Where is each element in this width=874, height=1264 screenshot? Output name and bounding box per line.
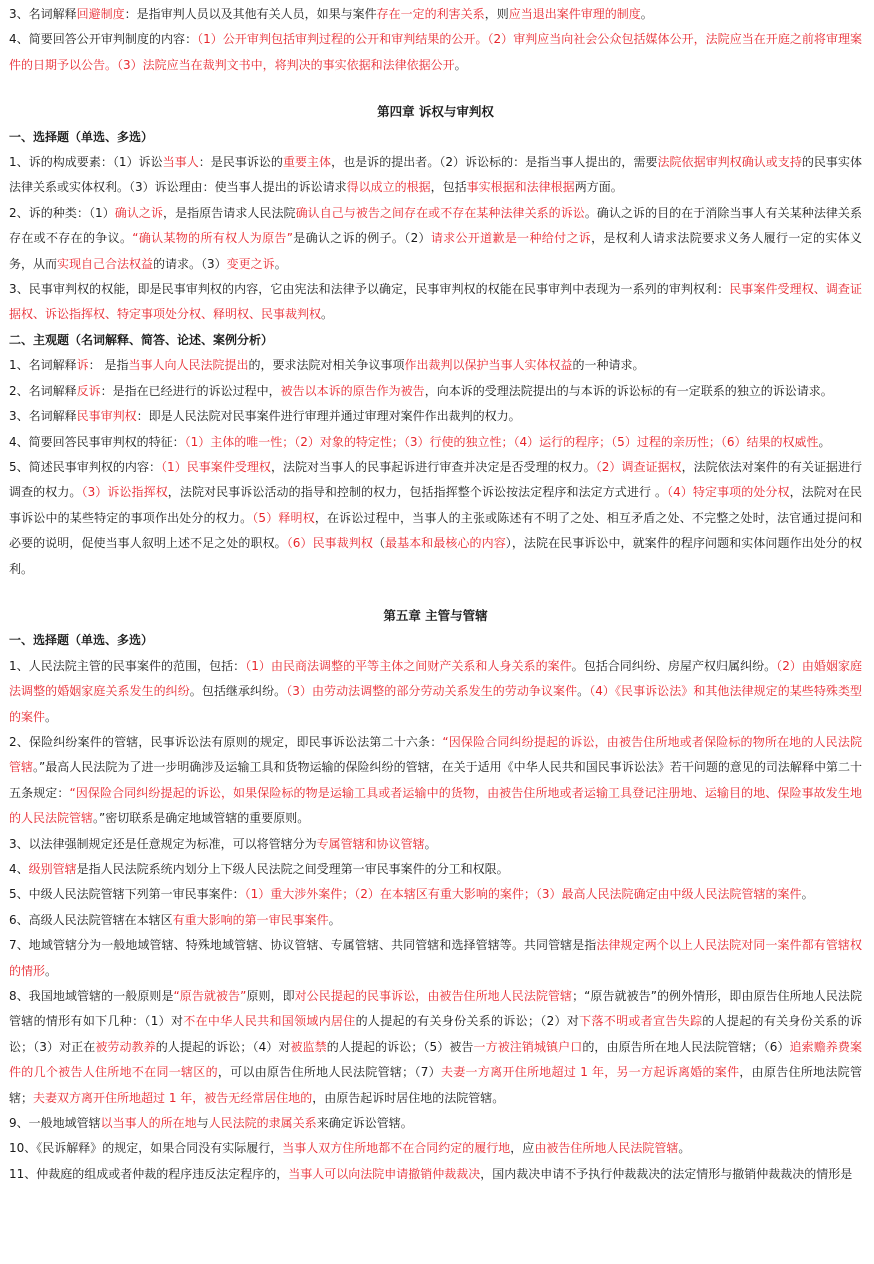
highlighted-text: 得以成立的根据	[346, 180, 431, 195]
text-run: ，可以由原告住所地人民法院管辖；（7）	[217, 1065, 441, 1080]
paragraph	[9, 353, 862, 378]
highlighted-text: 不在中华人民共和国领域内居住	[183, 1014, 356, 1029]
text-run: 与	[196, 1116, 209, 1131]
paragraph	[9, 379, 862, 404]
highlighted-text: 民事审判权	[76, 409, 137, 424]
text-run: 的人提起的有关身份关系的诉讼；（3）对正在	[9, 1014, 862, 1054]
text-run: 。	[801, 887, 814, 902]
text-run: 。	[818, 434, 831, 449]
highlighted-text: 夫妻一方离开住所地超过 1 年，另一方起诉离婚的案件	[440, 1065, 740, 1080]
text-run: ，法院对民事诉讼活动的指导和控制的权力，包括指挥整个诉讼按法定程序和法定方式进行 。	[167, 485, 668, 500]
text-run: 6、高级人民法院管辖在本辖区	[9, 912, 173, 927]
text-run: ，国内裁决申请不予执行仲裁裁决的法定情形与撤销仲裁裁决的情形是	[480, 1166, 853, 1181]
paragraph	[9, 832, 862, 857]
highlighted-text: 对公民提起的民事诉讼，由被告住所地人民法院管辖	[294, 989, 573, 1004]
highlighted-text: 回避制度	[76, 7, 125, 21]
highlighted-text: 由被告住所地人民法院管辖	[534, 1141, 679, 1156]
text-run: 2、保险纠纷案件的管辖，民事诉讼法有原则的规定，即民事诉讼法第二十六条：	[9, 734, 443, 749]
section-heading	[9, 328, 862, 353]
highlighted-text: 作出裁判以保护当事人实体权益	[404, 358, 573, 373]
section-heading	[9, 125, 862, 150]
text-run: 的一种请求。	[572, 358, 645, 373]
paragraph	[9, 430, 862, 455]
text-run: ），法院在民事诉讼中，就案件的程序问题和实体问题作出处分的权利。	[9, 536, 862, 576]
highlighted-text: 被告以本诉的原告作为被告	[280, 383, 425, 398]
paragraph	[9, 201, 862, 277]
text-run: 的，由原告所在地人民法院管辖；（6）	[582, 1039, 790, 1054]
text-run: 的，要求法院对相关争议事项	[248, 358, 405, 373]
paragraph	[9, 857, 862, 882]
text-run: 。	[45, 963, 58, 978]
text-run: 的人提起的有关身份关系的诉讼；（2）对	[355, 1014, 580, 1029]
text-run: ，则	[484, 7, 509, 21]
section-spacer	[9, 78, 862, 99]
highlighted-text: 确认自己与被告之间存在或不存在某种法律关系的诉讼	[295, 205, 585, 220]
text-run: 5、中级人民法院管辖下列第一审民事案件：	[9, 887, 245, 902]
text-run: （	[372, 536, 386, 551]
highlighted-text: “因保险合同纠纷提起的诉讼，由被告住所地或者保险标的物所在地的人民法院管辖	[9, 734, 862, 775]
text-run: 7、地域管辖分为一般地域管辖、特殊地域管辖、协议管辖、专属管辖、共同管辖和选择管辖等。共同管辖是指	[9, 938, 597, 953]
paragraph	[9, 933, 862, 984]
highlighted-text: （1）民事案件受理权	[161, 459, 271, 474]
text-run: 8、我国地域管辖的一般原则是	[9, 989, 174, 1004]
text-run: 的人提起的诉讼；（5）被告	[326, 1039, 474, 1054]
highlighted-text: （6）民事裁判权	[286, 536, 373, 551]
paragraph	[9, 730, 862, 832]
text-run: 。	[424, 836, 437, 851]
text-run: 。	[454, 57, 467, 72]
text-run: ，向本诉的受理法院提出的与本诉的诉讼标的有一定联系的独立的诉讼请求。	[424, 383, 833, 398]
text-run: 1、人民法院主管的民事案件的范围，包括：	[9, 658, 246, 673]
highlighted-text: 重要主体	[282, 155, 332, 170]
text-run: 1、诉的构成要素：（1）诉讼	[9, 155, 163, 170]
text-run: 11、仲裁庭的组成或者仲裁的程序违反法定程序的，	[9, 1166, 289, 1181]
text-run: 1、名词解释	[9, 358, 77, 373]
chapter-title	[9, 603, 862, 628]
highlighted-text: 当事人双方住所地都不在合同约定的履行地	[282, 1141, 511, 1156]
text-run: 3、民事审判权的权能，即是民事审判权的内容，它由宪法和法律予以确定，民事审判权的权能在民事审判中表现为一系列的审判权利：	[9, 282, 730, 297]
highlighted-text: 有重大影响的第一审民事案件	[172, 912, 329, 927]
paragraph	[9, 277, 862, 328]
highlighted-text: 下落不明或者宣告失踪	[579, 1014, 703, 1029]
text-run: ，法院依法对案件的有关证据进行调查的权力。	[9, 459, 862, 500]
text-run: 。包括继承纠纷。	[189, 684, 287, 699]
text-run: 第五章 主管与管辖	[383, 607, 488, 623]
text-run: 是指人民法院系统内划分上下级人民法院之间受理第一审民事案件的分工和权限。	[76, 862, 509, 876]
text-run: 3、以法律强制规定还是任意规定为标准，可以将管辖分为	[9, 836, 317, 851]
chapter-title	[9, 99, 862, 124]
text-run: 5、简述民事审判权的内容：	[9, 459, 162, 474]
paragraph	[9, 1136, 862, 1161]
text-run: ，应	[510, 1141, 535, 1156]
text-run: ，由原告住所地法院管辖；	[9, 1065, 862, 1105]
paragraph	[9, 404, 862, 429]
text-run: 4、	[9, 862, 29, 876]
highlighted-text: 以当事人的所在地	[100, 1116, 197, 1131]
highlighted-text: 实现自己合法权益	[57, 256, 154, 271]
paragraph	[9, 455, 862, 582]
text-run: ：是指审判人员以及其他有关人员，如果与案件	[124, 7, 377, 21]
text-run: 原则，即	[246, 989, 295, 1004]
text-run: 第四章 诉权与审判权	[377, 104, 494, 120]
text-run: 。	[328, 912, 341, 927]
text-run: ，是权利人请求法院要求义务人履行一定的实体义务，从而	[9, 231, 862, 271]
text-run: 。	[45, 709, 58, 724]
highlighted-text: 人民法院的隶属关系	[208, 1116, 317, 1131]
text-run: 。包括合同纠纷、房屋产权归属纠纷。	[571, 658, 777, 673]
text-run: 的请求。（3）	[153, 256, 227, 271]
text-run: ，也是诉的提出者。（2）诉讼标的：是指当事人提出的，需要	[331, 155, 658, 170]
highlighted-text: 民事案件受理权、调查证据权、诉讼指挥权、特定事项处分权、释明权、民事裁判权	[9, 282, 862, 322]
paragraph	[9, 2, 862, 27]
highlighted-text: （4）特定事项的处分权	[667, 485, 790, 500]
paragraph	[9, 984, 862, 1111]
highlighted-text: （5）释明权	[252, 510, 315, 525]
highlighted-text: 被监禁	[290, 1039, 327, 1054]
paragraph	[9, 27, 862, 78]
text-run: 一、选择题（单选、多选）	[9, 633, 154, 648]
text-run: 10、《民诉解释》的规定，如果合同没有实际履行，	[9, 1141, 283, 1156]
text-run: 是确认之诉的例子。（2）	[292, 231, 431, 246]
highlighted-text: （1）重大涉外案件；（2）在本辖区有重大影响的案件；（3）最高人民法院确定由中级人民法院管辖的案件	[244, 887, 802, 902]
highlighted-text: 当事人	[162, 155, 199, 170]
text-run: 来确定诉讼管辖。	[316, 1116, 413, 1131]
highlighted-text: 最基本和最核心的内容	[385, 536, 506, 551]
text-run: ，由原告起诉时居住地的法院管辖。	[312, 1090, 505, 1105]
text-run: 。”最高人民法院为了进一步明确涉及运输工具和货物运输的保险纠纷的管辖，在关于适用《中华人民共和国民事诉讼法》若干问题的意见的司法解释中第二十五条规定：	[9, 760, 862, 800]
text-run: 两方面。	[574, 180, 623, 195]
text-run: 9、一般地域管辖	[9, 1116, 101, 1131]
highlighted-text: 一方被注销城镇户口	[473, 1039, 583, 1054]
text-run: 2、诉的种类：（1）	[9, 205, 115, 220]
highlighted-text: 存在一定的利害关系	[376, 7, 485, 21]
text-run: ：是指在已经进行的诉讼过程中，	[100, 383, 281, 398]
highlighted-text: 请求公开道歉是一种给付之诉	[430, 231, 592, 246]
highlighted-text: 确认之诉	[114, 205, 164, 220]
paragraph	[9, 1162, 862, 1187]
text-run: 3、名词解释	[9, 7, 77, 21]
text-run: 一、选择题（单选、多选）	[9, 129, 154, 144]
highlighted-text: 事实根据和法律根据	[466, 180, 575, 195]
highlighted-text: （1）由民商法调整的平等主体之间财产关系和人身关系的案件	[245, 658, 572, 673]
section-heading	[9, 628, 862, 653]
text-run: 。	[640, 7, 653, 21]
text-run: 。确认之诉的目的在于消除当事人有关某种法律关系存在或不存在的争议。	[9, 205, 862, 246]
highlighted-text: 夫妻双方离开住所地超过 1 年，被告无经常居住地的	[33, 1090, 313, 1105]
highlighted-text: “因保险合同纠纷提起的诉讼，如果保险标的物是运输工具或者运输中的货物，由被告住所地或者运输工具登记注册地、运输目的地、保险事故发生地的人民法院管辖	[9, 785, 862, 826]
text-run: 4、简要回答民事审判权的特征：	[9, 434, 185, 449]
highlighted-text: （4）《民事诉讼法》和其他法律规定的某些特殊类型的案件	[9, 684, 862, 724]
section-spacer	[9, 582, 862, 603]
highlighted-text: （3）由劳动法调整的部分劳动关系发生的劳动争议案件	[286, 684, 578, 699]
text-run: ，法院对当事人的民事起诉进行审查并决定是否受理的权力。	[270, 459, 596, 474]
text-run: 。	[678, 1141, 691, 1156]
highlighted-text: “确认某物的所有权人为原告”	[132, 231, 293, 246]
highlighted-text: 追索赡养费案件的几个被告人住所地不在同一辖区的	[9, 1039, 862, 1080]
text-run: ，是指原告请求人民法院	[163, 205, 296, 220]
text-run: 的人提起的诉讼；（4）对	[155, 1039, 291, 1054]
highlighted-text: （2）由婚姻家庭法调整的婚姻家庭关系发生的纠纷	[9, 658, 863, 699]
highlighted-text: 法院依据审判权确认或支持	[657, 155, 802, 170]
highlighted-text: 级别管辖	[28, 862, 77, 876]
text-run: ，在诉讼过程中，当事人的主张或陈述有不明了之处、相互矛盾之处、不完整之处时，法官通过提问和必要的说明，促使当事人叙明上述不足之处的职权。	[9, 510, 862, 551]
text-run: 3、名词解释	[9, 409, 77, 424]
paragraph	[9, 150, 862, 201]
highlighted-text: “原告就被告”	[173, 989, 247, 1004]
text-run: 二、主观题（名词解释、简答、论述、案例分析）	[9, 332, 274, 347]
text-run: 。	[274, 256, 287, 271]
highlighted-text: （3）诉讼指挥权	[81, 485, 168, 500]
highlighted-text: 法律规定两个以上人民法院对同一案件都有管辖权的情形	[9, 938, 862, 978]
highlighted-text: （1）公开审判包括审判过程的公开和审判结果的公开。（2）审判应当向社会公众包括媒体公开，法院应当在开庭之前将审理案件的日期予以公告。（3）法院应当在裁判文书中，将判决的事实依据和法律依据公开	[9, 32, 863, 72]
text-run: 。	[577, 684, 590, 699]
text-run: ，法院对在民事诉讼中的某些特定的事项作出处分的权力。	[9, 485, 862, 525]
text-run: ：是民事诉讼的	[198, 155, 283, 170]
text-run: 4、简要回答公开审判制度的内容：	[9, 32, 198, 47]
highlighted-text: （2）调查证据权	[595, 459, 682, 474]
highlighted-text: （1）主体的唯一性；（2）对象的特定性；（3）行使的独立性；（4）运行的程序；（5）过程的亲历性；（6）结果的权威性	[184, 434, 819, 449]
highlighted-text: 诉	[76, 358, 89, 373]
paragraph	[9, 908, 862, 933]
text-run: ，包括	[430, 180, 467, 195]
highlighted-text: 被劳动教养	[95, 1039, 156, 1054]
highlighted-text: 应当退出案件审理的制度	[508, 7, 641, 21]
text-run: ；“原告就被告”的例外情形，即由原告住所地人民法院管辖的情形有如下几种：（1）对	[9, 989, 862, 1029]
text-run: 的民事实体法律关系或实体权利。（3）诉讼理由：使当事人提出的诉讼请求	[9, 155, 862, 195]
highlighted-text: 当事人可以向法院申请撤销仲裁裁决	[288, 1166, 481, 1181]
highlighted-text: 反诉	[76, 383, 101, 398]
text-run: ：即是人民法院对民事案件进行审理并通过审理对案件作出裁判的权力。	[136, 409, 521, 424]
text-run: 。”密切联系是确定地域管辖的重要原则。	[93, 811, 310, 826]
paragraph	[9, 654, 862, 730]
highlighted-text: 当事人向人民法院提出	[128, 358, 249, 373]
paragraph	[9, 882, 862, 907]
text-run: ： 是指	[88, 358, 129, 373]
text-run: 2、名词解释	[9, 383, 77, 398]
paragraph	[9, 1111, 862, 1136]
highlighted-text: 变更之诉	[226, 256, 275, 271]
highlighted-text: 专属管辖和协议管辖	[316, 836, 425, 851]
text-run: 。	[321, 307, 334, 322]
